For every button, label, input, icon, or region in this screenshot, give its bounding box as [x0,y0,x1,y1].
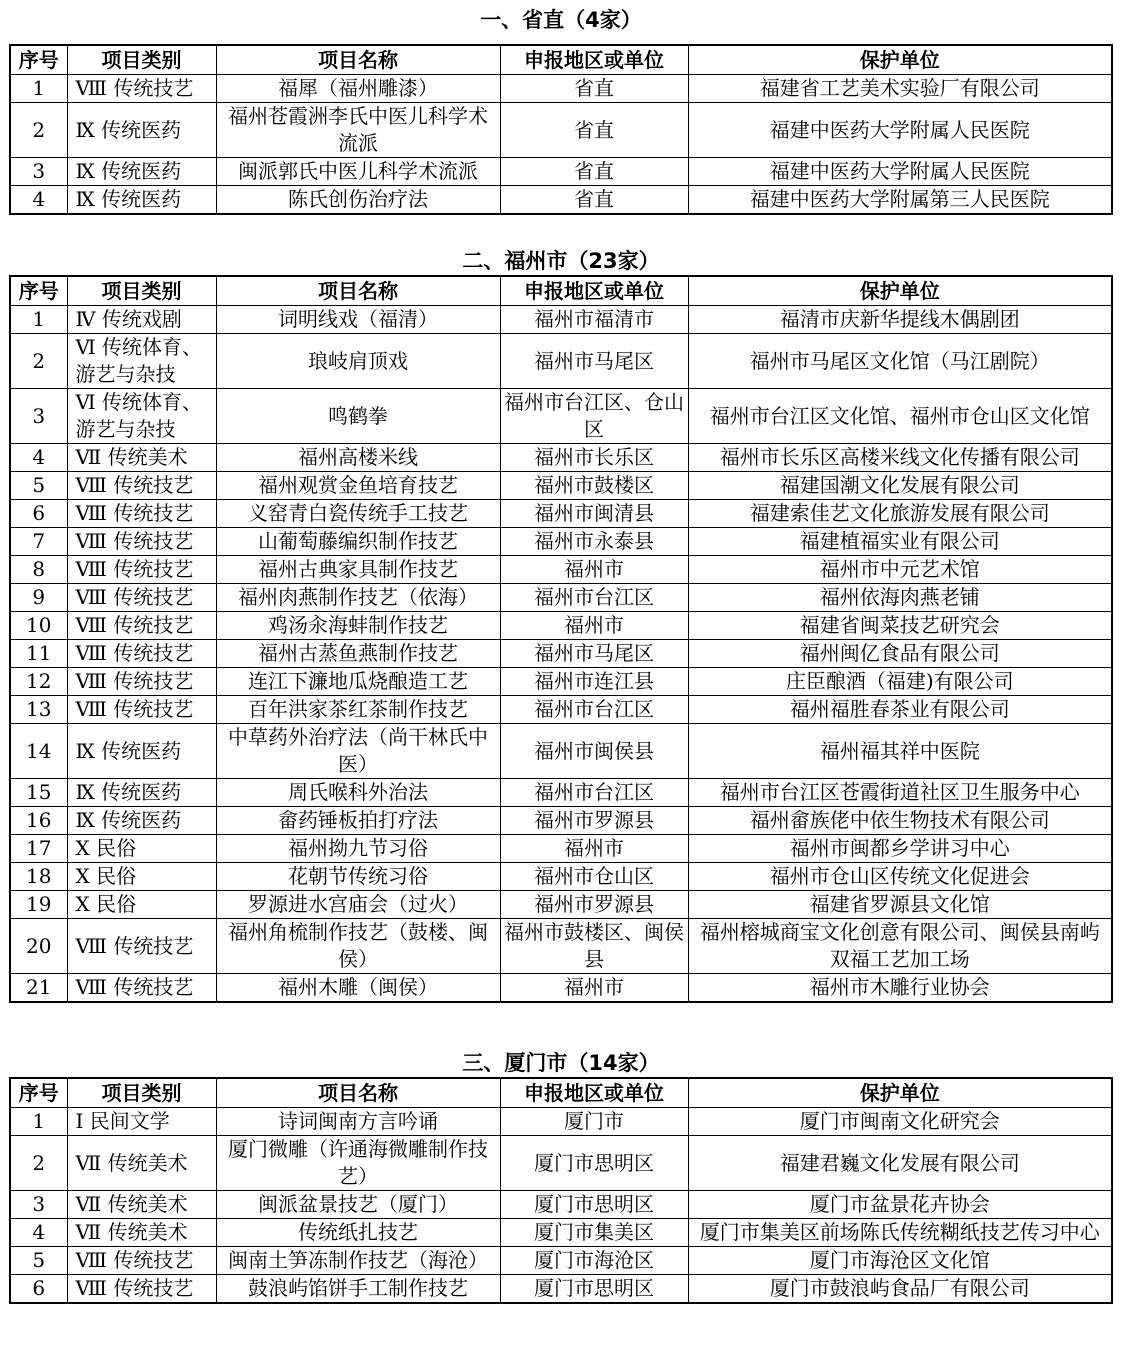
table-row [10,584,1112,612]
table-row [10,1136,1112,1191]
cell-project-name: 诗词闽南方言吟诵 [216,1108,500,1136]
cell-seq: 1 [10,1108,67,1136]
cell-region: 福州市台江区 [500,779,688,807]
cell-project-name: 厦门微雕（许通海微雕制作技艺） [216,1136,500,1191]
cell-category: Ⅸ 传统医药 [67,807,216,835]
table-row [10,1219,1112,1247]
table-row [10,158,1112,186]
column-header-category: 项目类别 [67,276,216,306]
cell-region: 福州市连江县 [500,668,688,696]
column-header-project-name: 项目名称 [216,1078,500,1108]
table-row [10,75,1112,103]
column-header-category: 项目类别 [67,45,216,75]
cell-region: 福州市 [500,835,688,863]
table-row [10,186,1112,215]
cell-seq: 1 [10,306,67,334]
table-row [10,103,1112,158]
table-row [10,668,1112,696]
cell-region: 厦门市思明区 [500,1136,688,1191]
table-row [10,974,1112,1003]
cell-protection-unit: 厦门市集美区前场陈氏传统糊纸技艺传习中心 [688,1219,1112,1247]
cell-category: Ⅷ 传统技艺 [67,1275,216,1304]
cell-category: Ⅷ 传统技艺 [67,584,216,612]
cell-seq: 17 [10,835,67,863]
cell-seq: 3 [10,389,67,444]
cell-region: 厦门市思明区 [500,1275,688,1304]
cell-category: Ⅰ 民间文学 [67,1108,216,1136]
cell-region: 省直 [500,103,688,158]
cell-seq: 4 [10,186,67,215]
cell-project-name: 罗源进水宫庙会（过火） [216,891,500,919]
cell-protection-unit: 福建国潮文化发展有限公司 [688,472,1112,500]
cell-project-name: 山葡萄藤编织制作技艺 [216,528,500,556]
cell-region: 福州市仓山区 [500,863,688,891]
cell-project-name: 福州古蒸鱼燕制作技艺 [216,640,500,668]
table-row [10,807,1112,835]
cell-category: Ⅷ 传统技艺 [67,556,216,584]
cell-protection-unit: 福建中医药大学附属第三人民医院 [688,186,1112,215]
cell-seq: 3 [10,158,67,186]
table-row [10,640,1112,668]
cell-protection-unit: 福州畲族佬中依生物技术有限公司 [688,807,1112,835]
cell-project-name: 词明线戏（福清） [216,306,500,334]
cell-category: Ⅷ 传统技艺 [67,696,216,724]
cell-seq: 2 [10,103,67,158]
cell-project-name: 福州苍霞洲李氏中医儿科学术流派 [216,103,500,158]
cell-project-name: 鸡汤汆海蚌制作技艺 [216,612,500,640]
cell-seq: 4 [10,1219,67,1247]
table-row [10,556,1112,584]
cell-region: 厦门市 [500,1108,688,1136]
cell-protection-unit: 福州闽亿食品有限公司 [688,640,1112,668]
cell-protection-unit: 福州市闽都乡学讲习中心 [688,835,1112,863]
cell-protection-unit: 福建中医药大学附属人民医院 [688,103,1112,158]
cell-region: 福州市台江区、仓山区 [500,389,688,444]
cell-category: Ⅶ 传统美术 [67,1136,216,1191]
cell-region: 福州市罗源县 [500,807,688,835]
cell-region: 福州市台江区 [500,584,688,612]
table-xiamen [9,1077,1113,1304]
cell-protection-unit: 厦门市闽南文化研究会 [688,1108,1112,1136]
cell-category: Ⅹ 民俗 [67,835,216,863]
section-title-3: 三、厦门市（14家） [462,1051,660,1075]
table-fuzhou [9,275,1113,1003]
cell-region: 福州市马尾区 [500,640,688,668]
column-header-project-name: 项目名称 [216,45,500,75]
column-header-seq: 序号 [10,1078,67,1108]
cell-seq: 2 [10,334,67,389]
cell-seq: 16 [10,807,67,835]
cell-project-name: 百年洪家茶红茶制作技艺 [216,696,500,724]
cell-region: 省直 [500,158,688,186]
cell-protection-unit: 福州依海肉燕老铺 [688,584,1112,612]
cell-seq: 2 [10,1136,67,1191]
table-row [10,724,1112,779]
cell-seq: 15 [10,779,67,807]
cell-region: 福州市永泰县 [500,528,688,556]
table-row [10,1275,1112,1304]
cell-seq: 21 [10,974,67,1003]
column-header-protection-unit: 保护单位 [688,1078,1112,1108]
table-row [10,779,1112,807]
cell-project-name: 周氏喉科外治法 [216,779,500,807]
cell-region: 福州市闽清县 [500,500,688,528]
cell-category: Ⅹ 民俗 [67,891,216,919]
table-row [10,1247,1112,1275]
cell-project-name: 闽派盆景技艺（厦门） [216,1191,500,1219]
cell-protection-unit: 福州市长乐区高楼米线文化传播有限公司 [688,444,1112,472]
cell-category: Ⅷ 传统技艺 [67,640,216,668]
cell-region: 福州市 [500,974,688,1003]
cell-project-name: 福犀（福州雕漆） [216,75,500,103]
cell-region: 厦门市海沧区 [500,1247,688,1275]
cell-seq: 6 [10,1275,67,1304]
cell-category: Ⅷ 传统技艺 [67,919,216,974]
cell-protection-unit: 福建中医药大学附属人民医院 [688,158,1112,186]
cell-seq: 13 [10,696,67,724]
cell-category: Ⅷ 传统技艺 [67,528,216,556]
cell-category: Ⅳ 传统戏剧 [67,306,216,334]
cell-project-name: 琅岐肩顶戏 [216,334,500,389]
column-header-protection-unit: 保护单位 [688,276,1112,306]
cell-region: 省直 [500,75,688,103]
cell-region: 福州市 [500,612,688,640]
cell-protection-unit: 福州榕城商宝文化创意有限公司、闽侯县南屿双福工艺加工场 [688,919,1112,974]
cell-region: 福州市鼓楼区 [500,472,688,500]
cell-category: Ⅷ 传统技艺 [67,668,216,696]
cell-seq: 19 [10,891,67,919]
cell-seq: 12 [10,668,67,696]
cell-protection-unit: 福州福胜春茶业有限公司 [688,696,1112,724]
cell-project-name: 鼓浪屿馅饼手工制作技艺 [216,1275,500,1304]
table-row [10,389,1112,444]
cell-project-name: 义窑青白瓷传统手工技艺 [216,500,500,528]
table-row [10,1108,1112,1136]
cell-protection-unit: 福州市台江区苍霞街道社区卫生服务中心 [688,779,1112,807]
table-row [10,612,1112,640]
cell-seq: 6 [10,500,67,528]
cell-project-name: 闽南土笋冻制作技艺（海沧） [216,1247,500,1275]
cell-project-name: 福州高楼米线 [216,444,500,472]
table-row [10,919,1112,974]
cell-region: 福州市鼓楼区、闽侯县 [500,919,688,974]
cell-category: Ⅵ 传统体育、游艺与杂技 [67,389,216,444]
section-title-2: 二、福州市（23家） [462,249,660,273]
cell-protection-unit: 福建省工艺美术实验厂有限公司 [688,75,1112,103]
section-title-1: 一、省直（4家） [480,8,642,32]
cell-project-name: 连江下濂地瓜烧酿造工艺 [216,668,500,696]
cell-protection-unit: 福清市庆新华提线木偶剧团 [688,306,1112,334]
cell-protection-unit: 福州市木雕行业协会 [688,974,1112,1003]
column-header-project-name: 项目名称 [216,276,500,306]
cell-protection-unit: 厦门市海沧区文化馆 [688,1247,1112,1275]
cell-category: Ⅷ 传统技艺 [67,1247,216,1275]
cell-protection-unit: 厦门市鼓浪屿食品厂有限公司 [688,1275,1112,1304]
column-header-region: 申报地区或单位 [500,276,688,306]
cell-category: Ⅷ 传统技艺 [67,500,216,528]
cell-seq: 9 [10,584,67,612]
cell-category: Ⅸ 传统医药 [67,158,216,186]
cell-category: Ⅶ 传统美术 [67,1219,216,1247]
table-row [10,891,1112,919]
cell-category: Ⅵ 传统体育、游艺与杂技 [67,334,216,389]
cell-protection-unit: 福州市马尾区文化馆（马江剧院） [688,334,1112,389]
cell-category: Ⅶ 传统美术 [67,444,216,472]
cell-protection-unit: 福州市仓山区传统文化促进会 [688,863,1112,891]
cell-protection-unit: 福州市台江区文化馆、福州市仓山区文化馆 [688,389,1112,444]
cell-region: 福州市长乐区 [500,444,688,472]
cell-project-name: 花朝节传统习俗 [216,863,500,891]
cell-seq: 1 [10,75,67,103]
cell-protection-unit: 福建省罗源县文化馆 [688,891,1112,919]
cell-region: 厦门市集美区 [500,1219,688,1247]
cell-category: Ⅸ 传统医药 [67,103,216,158]
table-row [10,334,1112,389]
cell-seq: 20 [10,919,67,974]
cell-region: 福州市福清市 [500,306,688,334]
cell-region: 福州市闽侯县 [500,724,688,779]
column-header-seq: 序号 [10,45,67,75]
table-provincial [9,44,1113,215]
table-row [10,306,1112,334]
column-header-region: 申报地区或单位 [500,1078,688,1108]
table-header-row [10,1078,1112,1108]
table-header-row [10,276,1112,306]
cell-project-name: 中草药外治疗法（尚干林氏中医） [216,724,500,779]
cell-region: 福州市 [500,556,688,584]
cell-protection-unit: 福建索佳艺文化旅游发展有限公司 [688,500,1112,528]
column-header-category: 项目类别 [67,1078,216,1108]
cell-category: Ⅸ 传统医药 [67,779,216,807]
cell-category: Ⅸ 传统医药 [67,724,216,779]
column-header-protection-unit: 保护单位 [688,45,1112,75]
cell-project-name: 陈氏创伤治疗法 [216,186,500,215]
cell-seq: 11 [10,640,67,668]
cell-project-name: 福州拗九节习俗 [216,835,500,863]
cell-category: Ⅷ 传统技艺 [67,75,216,103]
cell-project-name: 福州观赏金鱼培育技艺 [216,472,500,500]
cell-project-name: 畲药锤板拍打疗法 [216,807,500,835]
cell-region: 福州市台江区 [500,696,688,724]
table-row [10,444,1112,472]
table-row [10,696,1112,724]
cell-protection-unit: 福州市中元艺术馆 [688,556,1112,584]
cell-seq: 18 [10,863,67,891]
table-row [10,1191,1112,1219]
cell-protection-unit: 福州福其祥中医院 [688,724,1112,779]
cell-project-name: 福州角梳制作技艺（鼓楼、闽侯） [216,919,500,974]
cell-category: Ⅸ 传统医药 [67,186,216,215]
cell-project-name: 福州肉燕制作技艺（依海） [216,584,500,612]
column-header-seq: 序号 [10,276,67,306]
cell-seq: 8 [10,556,67,584]
table-row [10,500,1112,528]
cell-protection-unit: 庄臣酿酒（福建)有限公司 [688,668,1112,696]
cell-project-name: 福州古典家具制作技艺 [216,556,500,584]
cell-protection-unit: 福建植福实业有限公司 [688,528,1112,556]
cell-seq: 7 [10,528,67,556]
cell-category: Ⅷ 传统技艺 [67,472,216,500]
cell-category: Ⅶ 传统美术 [67,1191,216,1219]
table-row [10,472,1112,500]
cell-seq: 14 [10,724,67,779]
cell-region: 福州市马尾区 [500,334,688,389]
table-header-row [10,45,1112,75]
cell-seq: 5 [10,1247,67,1275]
cell-category: Ⅷ 传统技艺 [67,612,216,640]
cell-region: 厦门市思明区 [500,1191,688,1219]
cell-category: Ⅹ 民俗 [67,863,216,891]
cell-protection-unit: 福建君巍文化发展有限公司 [688,1136,1112,1191]
cell-project-name: 闽派郭氏中医儿科学术流派 [216,158,500,186]
column-header-region: 申报地区或单位 [500,45,688,75]
cell-seq: 5 [10,472,67,500]
table-row [10,863,1112,891]
cell-seq: 10 [10,612,67,640]
cell-seq: 4 [10,444,67,472]
cell-project-name: 传统纸扎技艺 [216,1219,500,1247]
cell-project-name: 福州木雕（闽侯） [216,974,500,1003]
cell-project-name: 鸣鹤拳 [216,389,500,444]
cell-region: 省直 [500,186,688,215]
cell-category: Ⅷ 传统技艺 [67,974,216,1003]
table-row [10,528,1112,556]
table-row [10,835,1112,863]
cell-protection-unit: 厦门市盆景花卉协会 [688,1191,1112,1219]
cell-protection-unit: 福建省闽菜技艺研究会 [688,612,1112,640]
cell-region: 福州市罗源县 [500,891,688,919]
cell-seq: 3 [10,1191,67,1219]
